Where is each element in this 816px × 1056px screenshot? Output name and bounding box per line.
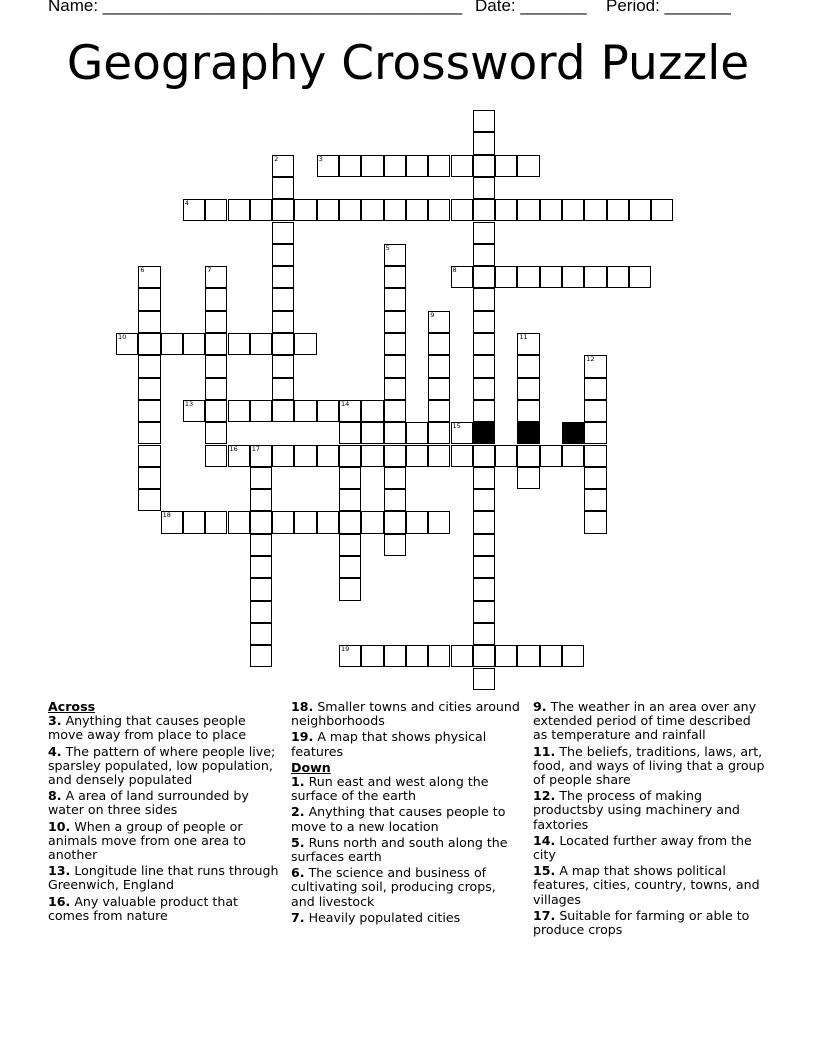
grid-cell[interactable] xyxy=(138,355,160,377)
grid-cell[interactable] xyxy=(161,333,183,355)
clue-text: The pattern of where people live; sparsley populated, low population, and densely populated xyxy=(48,743,276,788)
grid-cell[interactable] xyxy=(250,511,272,533)
grid-cell[interactable] xyxy=(584,445,606,467)
grid-cell[interactable] xyxy=(607,199,629,221)
grid-cell[interactable] xyxy=(250,489,272,511)
grid-cell[interactable] xyxy=(495,266,517,288)
grid-cell[interactable] xyxy=(629,199,651,221)
grid-cell[interactable] xyxy=(517,355,539,377)
cell-number: 5 xyxy=(385,243,390,252)
clue-item xyxy=(291,775,523,803)
clue-number: 10. xyxy=(48,818,71,834)
grid-cell[interactable] xyxy=(473,266,495,288)
clue-item xyxy=(48,864,280,892)
grid-cell[interactable] xyxy=(473,199,495,221)
across-clue-list-continued xyxy=(291,700,523,759)
date-field-label[interactable]: Date: _______ xyxy=(475,0,587,15)
clue-text: A area of land surrounded by water on three sides xyxy=(48,788,249,818)
grid-cell[interactable] xyxy=(473,355,495,377)
grid-cell[interactable] xyxy=(272,199,294,221)
grid-cell[interactable] xyxy=(517,266,539,288)
grid-cell[interactable] xyxy=(428,400,450,422)
grid-cell[interactable] xyxy=(473,556,495,578)
blocked-cell xyxy=(517,422,539,444)
grid-cell[interactable] xyxy=(250,623,272,645)
grid-cell[interactable] xyxy=(473,155,495,177)
grid-cell[interactable] xyxy=(384,155,406,177)
grid-cell[interactable] xyxy=(384,378,406,400)
grid-cell[interactable] xyxy=(272,378,294,400)
grid-cell[interactable] xyxy=(473,445,495,467)
grid-cell[interactable] xyxy=(428,378,450,400)
across-heading: Across xyxy=(48,699,96,714)
grid-cell[interactable] xyxy=(384,400,406,422)
clue-item xyxy=(291,836,523,864)
grid-cell[interactable] xyxy=(339,467,361,489)
grid-cell[interactable] xyxy=(361,199,383,221)
grid-cell[interactable] xyxy=(317,400,339,422)
cell-number: 3 xyxy=(318,154,323,163)
clue-item xyxy=(533,745,769,788)
grid-cell[interactable] xyxy=(584,199,606,221)
clue-number: 18. xyxy=(291,699,314,714)
grid-cell[interactable] xyxy=(183,199,205,221)
grid-cell[interactable] xyxy=(451,645,473,667)
grid-cell[interactable] xyxy=(272,355,294,377)
cell-number: 15 xyxy=(452,422,461,431)
grid-cell[interactable] xyxy=(228,199,250,221)
grid-cell[interactable] xyxy=(250,534,272,556)
grid-cell[interactable] xyxy=(317,445,339,467)
grid-cell[interactable] xyxy=(272,177,294,199)
grid-cell[interactable] xyxy=(562,199,584,221)
grid-cell[interactable] xyxy=(473,244,495,266)
cell-number: 7 xyxy=(207,266,212,275)
grid-cell[interactable] xyxy=(205,311,227,333)
grid-cell[interactable] xyxy=(228,400,250,422)
clue-number: 5. xyxy=(291,834,305,850)
grid-cell[interactable] xyxy=(317,511,339,533)
grid-cell[interactable] xyxy=(562,266,584,288)
clue-number: 9. xyxy=(533,699,547,714)
grid-cell[interactable] xyxy=(584,511,606,533)
grid-cell[interactable] xyxy=(428,645,450,667)
clue-number: 17. xyxy=(533,907,556,923)
grid-cell[interactable] xyxy=(406,155,428,177)
down-clue-list-continued xyxy=(533,700,769,937)
grid-cell[interactable] xyxy=(205,199,227,221)
grid-cell[interactable] xyxy=(384,489,406,511)
cell-number: 18 xyxy=(162,511,171,520)
cell-number: 9 xyxy=(430,310,435,319)
grid-cell[interactable] xyxy=(384,266,406,288)
grid-cell[interactable] xyxy=(473,467,495,489)
clue-number: 12. xyxy=(533,788,556,804)
name-field-label[interactable]: Name: ______________________________________ xyxy=(48,0,463,15)
clue-text: A map that shows political features, cities, country, towns, and villages xyxy=(533,863,760,907)
grid-cell[interactable] xyxy=(384,355,406,377)
clue-column-3 xyxy=(533,700,769,939)
page-title: Geography Crossword Puzzle xyxy=(66,36,750,91)
grid-cell[interactable] xyxy=(339,445,361,467)
clue-number: 14. xyxy=(533,832,556,848)
grid-cell[interactable] xyxy=(428,333,450,355)
grid-cell[interactable] xyxy=(406,199,428,221)
grid-cell[interactable] xyxy=(294,400,316,422)
cell-number: 2 xyxy=(274,154,279,163)
grid-cell[interactable] xyxy=(495,445,517,467)
grid-cell[interactable] xyxy=(451,422,473,444)
clue-item xyxy=(48,789,280,817)
cell-number: 16 xyxy=(229,444,238,453)
clue-item xyxy=(533,834,769,862)
clue-number: 13. xyxy=(48,863,71,879)
clue-text: Run east and west along the surface of the earth xyxy=(291,774,489,804)
grid-cell[interactable] xyxy=(361,422,383,444)
grid-cell[interactable] xyxy=(384,645,406,667)
clue-text: Located further away from the city xyxy=(533,832,752,863)
grid-cell[interactable] xyxy=(451,266,473,288)
grid-cell[interactable] xyxy=(384,199,406,221)
grid-cell[interactable] xyxy=(272,400,294,422)
grid-cell[interactable] xyxy=(406,422,428,444)
clue-text: The weather in an area over any extended period of time described as temperature and rainfall xyxy=(533,699,757,743)
grid-cell[interactable] xyxy=(473,511,495,533)
grid-cell[interactable] xyxy=(339,199,361,221)
clue-item xyxy=(48,714,280,742)
grid-cell[interactable] xyxy=(317,199,339,221)
grid-cell[interactable] xyxy=(294,199,316,221)
grid-cell[interactable] xyxy=(205,378,227,400)
grid-cell[interactable] xyxy=(428,155,450,177)
clue-number: 11. xyxy=(533,743,556,759)
grid-cell[interactable] xyxy=(517,378,539,400)
grid-cell[interactable] xyxy=(250,467,272,489)
grid-cell[interactable] xyxy=(517,645,539,667)
grid-cell[interactable] xyxy=(138,266,160,288)
grid-cell[interactable] xyxy=(607,266,629,288)
cell-number: 19 xyxy=(341,645,350,654)
grid-cell[interactable] xyxy=(384,311,406,333)
grid-cell[interactable] xyxy=(138,333,160,355)
grid-cell[interactable] xyxy=(161,511,183,533)
grid-cell[interactable] xyxy=(517,400,539,422)
grid-cell[interactable] xyxy=(406,645,428,667)
grid-cell[interactable] xyxy=(584,378,606,400)
grid-cell[interactable] xyxy=(272,244,294,266)
grid-cell[interactable] xyxy=(473,668,495,690)
grid-cell[interactable] xyxy=(384,333,406,355)
clue-column-2 xyxy=(291,700,523,927)
grid-cell[interactable] xyxy=(250,601,272,623)
clue-number: 3. xyxy=(48,713,62,729)
grid-cell[interactable] xyxy=(205,266,227,288)
clue-number: 19. xyxy=(291,729,314,745)
grid-cell[interactable] xyxy=(428,199,450,221)
grid-cell[interactable] xyxy=(183,400,205,422)
clue-item xyxy=(533,789,769,832)
clue-item xyxy=(291,805,523,833)
grid-cell[interactable] xyxy=(205,288,227,310)
grid-cell[interactable] xyxy=(339,578,361,600)
clue-item xyxy=(291,700,523,728)
grid-cell[interactable] xyxy=(451,155,473,177)
grid-cell[interactable] xyxy=(473,222,495,244)
clue-text: When a group of people or animals move from one area to another xyxy=(48,818,246,863)
grid-cell[interactable] xyxy=(428,355,450,377)
grid-cell[interactable] xyxy=(495,199,517,221)
grid-cell[interactable] xyxy=(473,333,495,355)
grid-cell[interactable] xyxy=(584,355,606,377)
cell-number: 10 xyxy=(118,333,127,341)
cell-number: 8 xyxy=(452,266,457,275)
clue-item xyxy=(291,866,523,909)
grid-cell[interactable] xyxy=(250,400,272,422)
clue-number: 2. xyxy=(291,804,305,820)
clue-number: 6. xyxy=(291,865,305,881)
clue-text: Longitude line that runs through Greenwich, England xyxy=(48,863,279,893)
grid-cell[interactable] xyxy=(584,489,606,511)
grid-cell[interactable] xyxy=(272,445,294,467)
grid-cell[interactable] xyxy=(205,333,227,355)
grid-cell[interactable] xyxy=(473,645,495,667)
grid-cell[interactable] xyxy=(473,400,495,422)
grid-cell[interactable] xyxy=(584,400,606,422)
grid-cell[interactable] xyxy=(384,534,406,556)
clue-text: Anything that causes people move away from place to place xyxy=(48,713,247,743)
grid-cell[interactable] xyxy=(473,489,495,511)
clue-number: 8. xyxy=(48,788,62,804)
grid-cell[interactable] xyxy=(584,467,606,489)
grid-cell[interactable] xyxy=(138,489,160,511)
grid-cell[interactable] xyxy=(473,578,495,600)
grid-cell[interactable] xyxy=(384,422,406,444)
clue-text: Smaller towns and cities around neighborhoods xyxy=(291,699,520,729)
cell-number: 6 xyxy=(140,266,145,275)
grid-cell[interactable] xyxy=(629,266,651,288)
grid-cell[interactable] xyxy=(228,511,250,533)
clue-item xyxy=(291,730,523,758)
grid-cell[interactable] xyxy=(361,400,383,422)
grid-cell[interactable] xyxy=(384,244,406,266)
clue-text: Anything that causes people to move to a new location xyxy=(291,804,506,834)
grid-cell[interactable] xyxy=(294,511,316,533)
cell-number: 4 xyxy=(184,199,190,208)
grid-cell[interactable] xyxy=(228,445,250,467)
grid-cell[interactable] xyxy=(406,511,428,533)
grid-cell[interactable] xyxy=(540,445,562,467)
grid-cell[interactable] xyxy=(294,333,316,355)
grid-cell[interactable] xyxy=(272,511,294,533)
grid-cell[interactable] xyxy=(517,445,539,467)
clue-text: A map that shows physical features xyxy=(291,729,487,759)
clue-item xyxy=(48,895,280,923)
grid-cell[interactable] xyxy=(651,199,673,221)
grid-cell[interactable] xyxy=(250,645,272,667)
grid-cell[interactable] xyxy=(339,400,361,422)
grid-cell[interactable] xyxy=(495,155,517,177)
clue-number: 4. xyxy=(48,743,62,759)
clue-text: The beliefs, traditions, laws, art, food, and ways of living that a group of people share xyxy=(533,743,765,788)
clue-number: 16. xyxy=(48,893,71,909)
grid-cell[interactable] xyxy=(228,333,250,355)
grid-cell[interactable] xyxy=(317,155,339,177)
clue-item xyxy=(533,909,769,937)
grid-cell[interactable] xyxy=(451,445,473,467)
grid-cell[interactable] xyxy=(138,445,160,467)
grid-cell[interactable] xyxy=(272,155,294,177)
grid-cell[interactable] xyxy=(428,311,450,333)
grid-cell[interactable] xyxy=(517,333,539,355)
across-clue-list xyxy=(48,714,280,923)
cell-number: 17 xyxy=(251,444,261,453)
grid-cell[interactable] xyxy=(250,578,272,600)
grid-cell[interactable] xyxy=(205,422,227,444)
clue-column-1 xyxy=(48,700,280,925)
grid-cell[interactable] xyxy=(473,378,495,400)
clue-item xyxy=(48,745,280,788)
grid-cell[interactable] xyxy=(562,445,584,467)
grid-cell[interactable] xyxy=(138,467,160,489)
grid-cell[interactable] xyxy=(272,266,294,288)
grid-cell[interactable] xyxy=(473,623,495,645)
grid-cell[interactable] xyxy=(584,266,606,288)
cell-number: 13 xyxy=(184,399,194,408)
grid-cell[interactable] xyxy=(250,199,272,221)
grid-cell[interactable] xyxy=(116,333,138,355)
blocked-cell xyxy=(562,422,584,444)
grid-cell[interactable] xyxy=(250,556,272,578)
period-field-label[interactable]: Period: _______ xyxy=(606,0,731,15)
grid-cell[interactable] xyxy=(473,601,495,623)
grid-cell[interactable] xyxy=(384,511,406,533)
grid-cell[interactable] xyxy=(183,333,205,355)
grid-cell[interactable] xyxy=(361,511,383,533)
grid-cell[interactable] xyxy=(272,222,294,244)
grid-cell[interactable] xyxy=(339,511,361,533)
grid-cell[interactable] xyxy=(473,110,495,132)
grid-cell[interactable] xyxy=(428,422,450,444)
grid-cell[interactable] xyxy=(361,645,383,667)
grid-cell[interactable] xyxy=(205,400,227,422)
grid-cell[interactable] xyxy=(361,445,383,467)
grid-cell[interactable] xyxy=(138,378,160,400)
grid-cell[interactable] xyxy=(294,445,316,467)
blocked-cell xyxy=(473,422,495,444)
grid-cell[interactable] xyxy=(428,511,450,533)
grid-cell[interactable] xyxy=(517,155,539,177)
clue-text: Any valuable product that comes from nature xyxy=(48,893,238,923)
grid-cell[interactable] xyxy=(540,645,562,667)
grid-cell[interactable] xyxy=(473,177,495,199)
grid-cell[interactable] xyxy=(384,288,406,310)
clue-item xyxy=(533,864,769,907)
grid-cell[interactable] xyxy=(183,511,205,533)
grid-cell[interactable] xyxy=(473,311,495,333)
grid-cell[interactable] xyxy=(250,445,272,467)
grid-cell[interactable] xyxy=(473,132,495,154)
grid-cell[interactable] xyxy=(339,489,361,511)
grid-cell[interactable] xyxy=(339,556,361,578)
grid-cell[interactable] xyxy=(272,288,294,310)
grid-cell[interactable] xyxy=(339,645,361,667)
grid-cell[interactable] xyxy=(517,467,539,489)
cell-number: 12 xyxy=(586,355,595,364)
clue-text: The science and business of cultivating soil, producing crops, and livestock xyxy=(291,865,496,909)
grid-cell[interactable] xyxy=(361,155,383,177)
grid-cell[interactable] xyxy=(428,445,450,467)
grid-cell[interactable] xyxy=(272,311,294,333)
grid-cell[interactable] xyxy=(384,467,406,489)
grid-cell[interactable] xyxy=(138,311,160,333)
clue-item xyxy=(291,911,523,925)
clue-text: The process of making productsby using machinery and faxtories xyxy=(533,788,740,832)
grid-cell[interactable] xyxy=(584,422,606,444)
grid-cell[interactable] xyxy=(250,333,272,355)
grid-cell[interactable] xyxy=(138,400,160,422)
grid-cell[interactable] xyxy=(473,288,495,310)
clue-text: Suitable for farming or able to produce crops xyxy=(533,907,750,938)
grid-cell[interactable] xyxy=(384,445,406,467)
cell-number: 14 xyxy=(341,399,350,408)
down-clue-list xyxy=(291,775,523,925)
grid-cell[interactable] xyxy=(495,645,517,667)
grid-cell[interactable] xyxy=(205,511,227,533)
grid-cell[interactable] xyxy=(138,288,160,310)
clue-number: 1. xyxy=(291,774,305,790)
grid-cell[interactable] xyxy=(339,534,361,556)
clue-number: 15. xyxy=(533,863,556,879)
grid-cell[interactable] xyxy=(562,645,584,667)
clue-number: 7. xyxy=(291,909,305,925)
grid-cell[interactable] xyxy=(451,199,473,221)
clue-item xyxy=(48,820,280,863)
grid-cell[interactable] xyxy=(406,445,428,467)
grid-cell[interactable] xyxy=(339,422,361,444)
cell-number: 11 xyxy=(519,333,528,341)
grid-cell[interactable] xyxy=(540,266,562,288)
grid-cell[interactable] xyxy=(272,333,294,355)
grid-cell[interactable] xyxy=(205,445,227,467)
grid-cell[interactable] xyxy=(339,155,361,177)
grid-cell[interactable] xyxy=(540,199,562,221)
grid-cell[interactable] xyxy=(473,534,495,556)
clue-text: Runs north and south along the surfaces earth xyxy=(291,834,508,865)
clue-item xyxy=(533,700,769,743)
grid-cell[interactable] xyxy=(138,422,160,444)
down-heading: Down xyxy=(291,759,331,775)
clue-text: Heavily populated cities xyxy=(304,909,461,925)
grid-cell[interactable] xyxy=(205,355,227,377)
grid-cell[interactable] xyxy=(517,199,539,221)
